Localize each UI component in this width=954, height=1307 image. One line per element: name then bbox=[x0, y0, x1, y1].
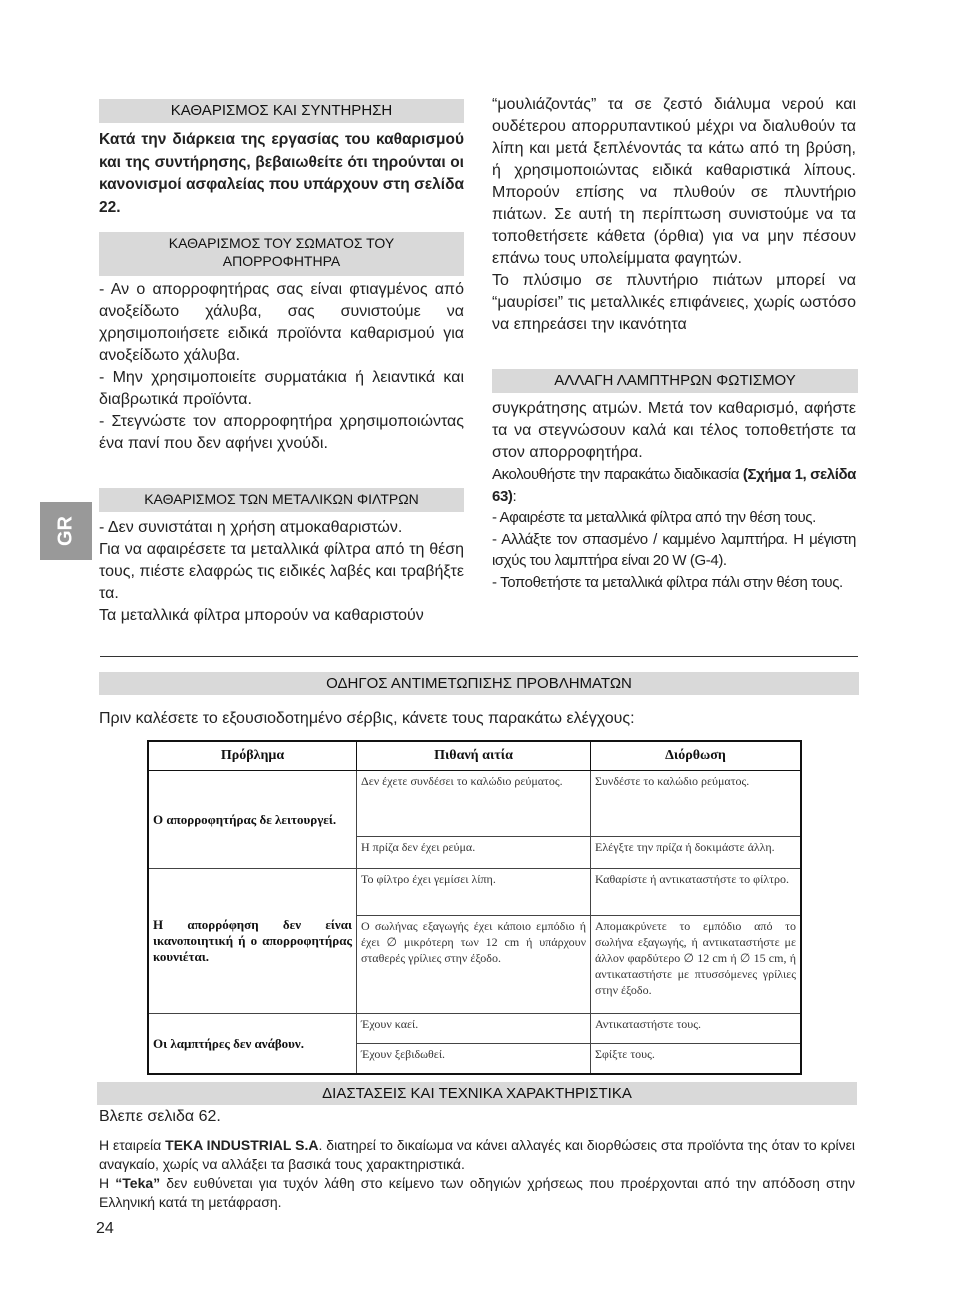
lamps-procedure-colon: : bbox=[512, 487, 517, 505]
cause-cell: Η πρίζα δεν έχει ρεύμα. bbox=[357, 837, 591, 869]
troubleshooting-header: ΟΔΗΓΟΣ ΑΝΤΙΜΕΤΩΠΙΣΗΣ ΠΡΟΒΛΗΜΑΤΩΝ bbox=[99, 672, 859, 695]
cause-cell: Έχουν ξεβιδωθεί. bbox=[357, 1044, 591, 1074]
filters-paragraph: Το πλύσιμο σε πλυντήριο πιάτων μπορεί να “μαυρίσει” τις μεταλλικές επιφάνειες, χωρίς ωστόσο να επηρεάσει την ικανότητα bbox=[492, 272, 856, 333]
language-side-tab bbox=[40, 502, 92, 560]
filters-cleaning-header: ΚΑΘΑΡΙΣΜΟΣ ΤΩΝ ΜΕΤΑΛΙΚΩΝ ΦΙΛΤΡΩΝ bbox=[99, 488, 464, 512]
lamps-paragraph bbox=[492, 464, 856, 507]
brand-name: “Teka” bbox=[115, 1175, 161, 1191]
lamps-paragraph: - Αφαιρέστε τα μεταλλικά φίλτρα από την θέση τους. bbox=[492, 509, 816, 526]
lamps-steps bbox=[492, 464, 856, 593]
table-row bbox=[148, 869, 801, 916]
translation-disclaimer bbox=[99, 1174, 855, 1212]
cause-cell: Έχουν καεί. bbox=[357, 1014, 591, 1044]
body-cleaning-paragraph: - Αν ο απορροφητήρας σας είναι φτιαγμένος από ανοξείδωτο χάλυβα, σας συνιστούμε να χρησιμοποιήσετε ειδικά προϊόντα καθαρισμού για ανοξείδωτο χάλυβα. bbox=[99, 281, 464, 364]
lamps-procedure-text: Ακολουθήστε την παρακάτω διαδικασία bbox=[492, 466, 743, 483]
troubleshooting-intro: Πριν καλέσετε το εξουσιοδοτημένο σέρβις, κάνετε τους παρακάτω ελέγχους: bbox=[99, 710, 635, 727]
lamps-paragraph: - Τοποθετήστε τα μεταλλικά φίλτρα πάλι στην θέση τους. bbox=[492, 573, 843, 591]
problem-cell: Ο απορροφητήρας δε λειτουργεί. bbox=[148, 771, 357, 869]
body-cleaning-paragraph: - Μην χρησιμοποιείτε συρματάκια ή λειαντικά και διαβρωτικά προϊόντα. bbox=[99, 369, 464, 408]
disclaimer-text: δεν ευθύνεται για τυχόν λάθη στο κείμενο των οδηγιών χρήσεως που προέρχονται από την απόδοση στην Ελληνική κατά τη μετάφραση. bbox=[99, 1175, 855, 1210]
table-row bbox=[148, 1014, 801, 1044]
body-cleaning-text bbox=[99, 279, 464, 455]
filters-cleaning-text bbox=[99, 517, 464, 627]
problem-cell: Οι λαμπτήρες δεν ανάβουν. bbox=[148, 1014, 357, 1074]
cleaning-header: ΚΑΘΑΡΙΣΜΟΣ ΚΑΙ ΣΥΝΤΗΡΗΣΗ bbox=[99, 99, 464, 123]
column-header-cause: Πιθανή αιτία bbox=[357, 741, 591, 771]
filters-paragraph: Για να αφαιρέσετε τα μεταλλικά φίλτρα από τη θέση τους, πιέστε ελαφρώς τις ειδικές λαβές και τραβήξτε τα. bbox=[99, 541, 464, 602]
cause-cell: Ο σωλήνας εξαγωγής έχει κάποιο εμπόδιο ή έχει ∅ μικρότερη των 12 cm ή υπάρχουν σταθερές γρίλιες στην έξοδο. bbox=[357, 916, 591, 1014]
fix-cell: Αντικαταστήστε τους. bbox=[591, 1014, 802, 1044]
column-header-problem: Πρόβλημα bbox=[148, 741, 357, 771]
fix-cell: Σφίξτε τους. bbox=[591, 1044, 802, 1074]
problem-cell: Η απορρόφηση δεν είναι ικανοποιητική ή ο απορροφητήρας κουνιέται. bbox=[148, 869, 357, 1014]
cause-cell: Δεν έχετε συνδέσει το καλώδιο ρεύματος. bbox=[357, 771, 591, 837]
disclaimer-text: Η bbox=[99, 1175, 116, 1191]
body-cleaning-paragraph: - Στεγνώστε τον απορροφητήρα χρησιμοποιώντας ένα πανί που δεν αφήνει χνούδι. bbox=[99, 413, 464, 452]
fix-cell: Απομακρύνετε το εμπόδιο από το σωλήνα εξαγωγής, ή αντικαταστήστε με άλλον φαρδύτερο ∅ 12 cm ή ∅ 15 cm, ή αντικαταστήστε με πτυσσόμενες γρίλιες στην έξοδο. bbox=[591, 916, 802, 1014]
troubleshooting-table bbox=[147, 740, 802, 1075]
specs-header: ΔΙΑΣΤΑΣΕΙΣ ΚΑΙ ΤΕΧΝΙΚΑ ΧΑΡΑΚΤΗΡΙΣΤΙΚΑ bbox=[97, 1082, 857, 1105]
lamps-header: ΑΛΛΑΓΗ ΛΑΜΠΤΗΡΩΝ ΦΩΤΙΣΜΟΥ bbox=[492, 369, 858, 393]
lamps-paragraph: - Αλλάξτε τον σπασμένο / καμμένο λαμπτήρα. Η μέγιστη ισχύς του λαμπτήρα είναι 20 W (G-4). bbox=[492, 530, 856, 569]
page-number: 24 bbox=[96, 1220, 114, 1237]
cause-cell: Το φίλτρο έχει γεμίσει λίπη. bbox=[357, 869, 591, 916]
company-name: TEKA INDUSTRIAL S.A bbox=[165, 1137, 319, 1153]
figure-reference: (Σχήμα 1, σελίδα 63) bbox=[492, 466, 856, 505]
fix-cell: Καθαρίστε ή αντικαταστήστε το φίλτρο. bbox=[591, 869, 802, 916]
filters-continued-text bbox=[492, 94, 856, 336]
cleaning-warning: Κατά την διάρκεια της εργασίας του καθαρισμού και της συντήρησης, βεβαιωθείτε ότι τηρούνται οι κανονισμοί ασφαλείας που υπάρχουν στη σελίδα 22. bbox=[99, 131, 464, 216]
language-side-tab-label: GR bbox=[54, 516, 77, 546]
filters-paragraph: Τα μεταλλικά φίλτρα μπορούν να καθαριστούν bbox=[99, 607, 424, 624]
disclaimer-text: . διατηρεί το δικαίωμα να κάνει αλλαγές και διορθώσεις στα προϊόντα της όταν το κρίνει αναγκαίο, χωρίς να αλλάξει τα βασικά τους χαρακτηριστικά. bbox=[99, 1137, 856, 1172]
fix-cell: Συνδέστε το καλώδιο ρεύματος. bbox=[591, 771, 802, 837]
body-cleaning-header-line2: ΑΠΟΡΡΟΦΗΤΗΡΑ bbox=[222, 253, 341, 269]
specs-reference: Βλεπε σελιδα 62. bbox=[99, 1108, 221, 1125]
body-cleaning-header bbox=[99, 232, 464, 276]
filters-paragraph: - Δεν συνιστάται η χρήση ατμοκαθαριστών. bbox=[99, 519, 403, 536]
lamps-paragraph: συγκράτησης ατμών. Μετά τον καθαρισμό, αφήστε τα να στεγνώσουν καλά και τέλος τοποθετήστε τα στον απορροφητήρα. bbox=[492, 400, 856, 461]
body-cleaning-header-line1: ΚΑΘΑΡΙΣΜΟΣ ΤΟΥ ΣΩΜΑΤΟΣ ΤΟΥ bbox=[168, 235, 395, 251]
section-divider bbox=[100, 656, 858, 657]
lamps-text bbox=[492, 398, 856, 593]
disclaimer-text: Η εταιρεία bbox=[99, 1137, 166, 1153]
disclaimer-paragraph bbox=[99, 1136, 855, 1174]
fix-cell: Ελέγξτε την πρίζα ή δοκιμάστε άλλη. bbox=[591, 837, 802, 869]
column-header-fix: Διόρθωση bbox=[591, 741, 802, 771]
table-row bbox=[148, 771, 801, 837]
filters-paragraph: “μουλιάζοντάς” τα σε ζεστό διάλυμα νερού και ουδέτερου απορρυπαντικού μέχρι να διαλυθούν τα λίπη και μετά ξεπλένοντάς τα κάτω από τη βρύση, ή χρησιμοποιώντας ειδικά καθαριστικά λίπους. Μπορούν επίσης να πλυθούν σε πλυντήριο πιάτων. Σε αυτή τη περίπτωση συνιστούμε να τα τοποθετήσετε κάθετα (όρθια) για να μην πέσουν επάνω τους υπολείμματα φαγητών. bbox=[492, 96, 856, 267]
table-header-row bbox=[148, 741, 801, 771]
